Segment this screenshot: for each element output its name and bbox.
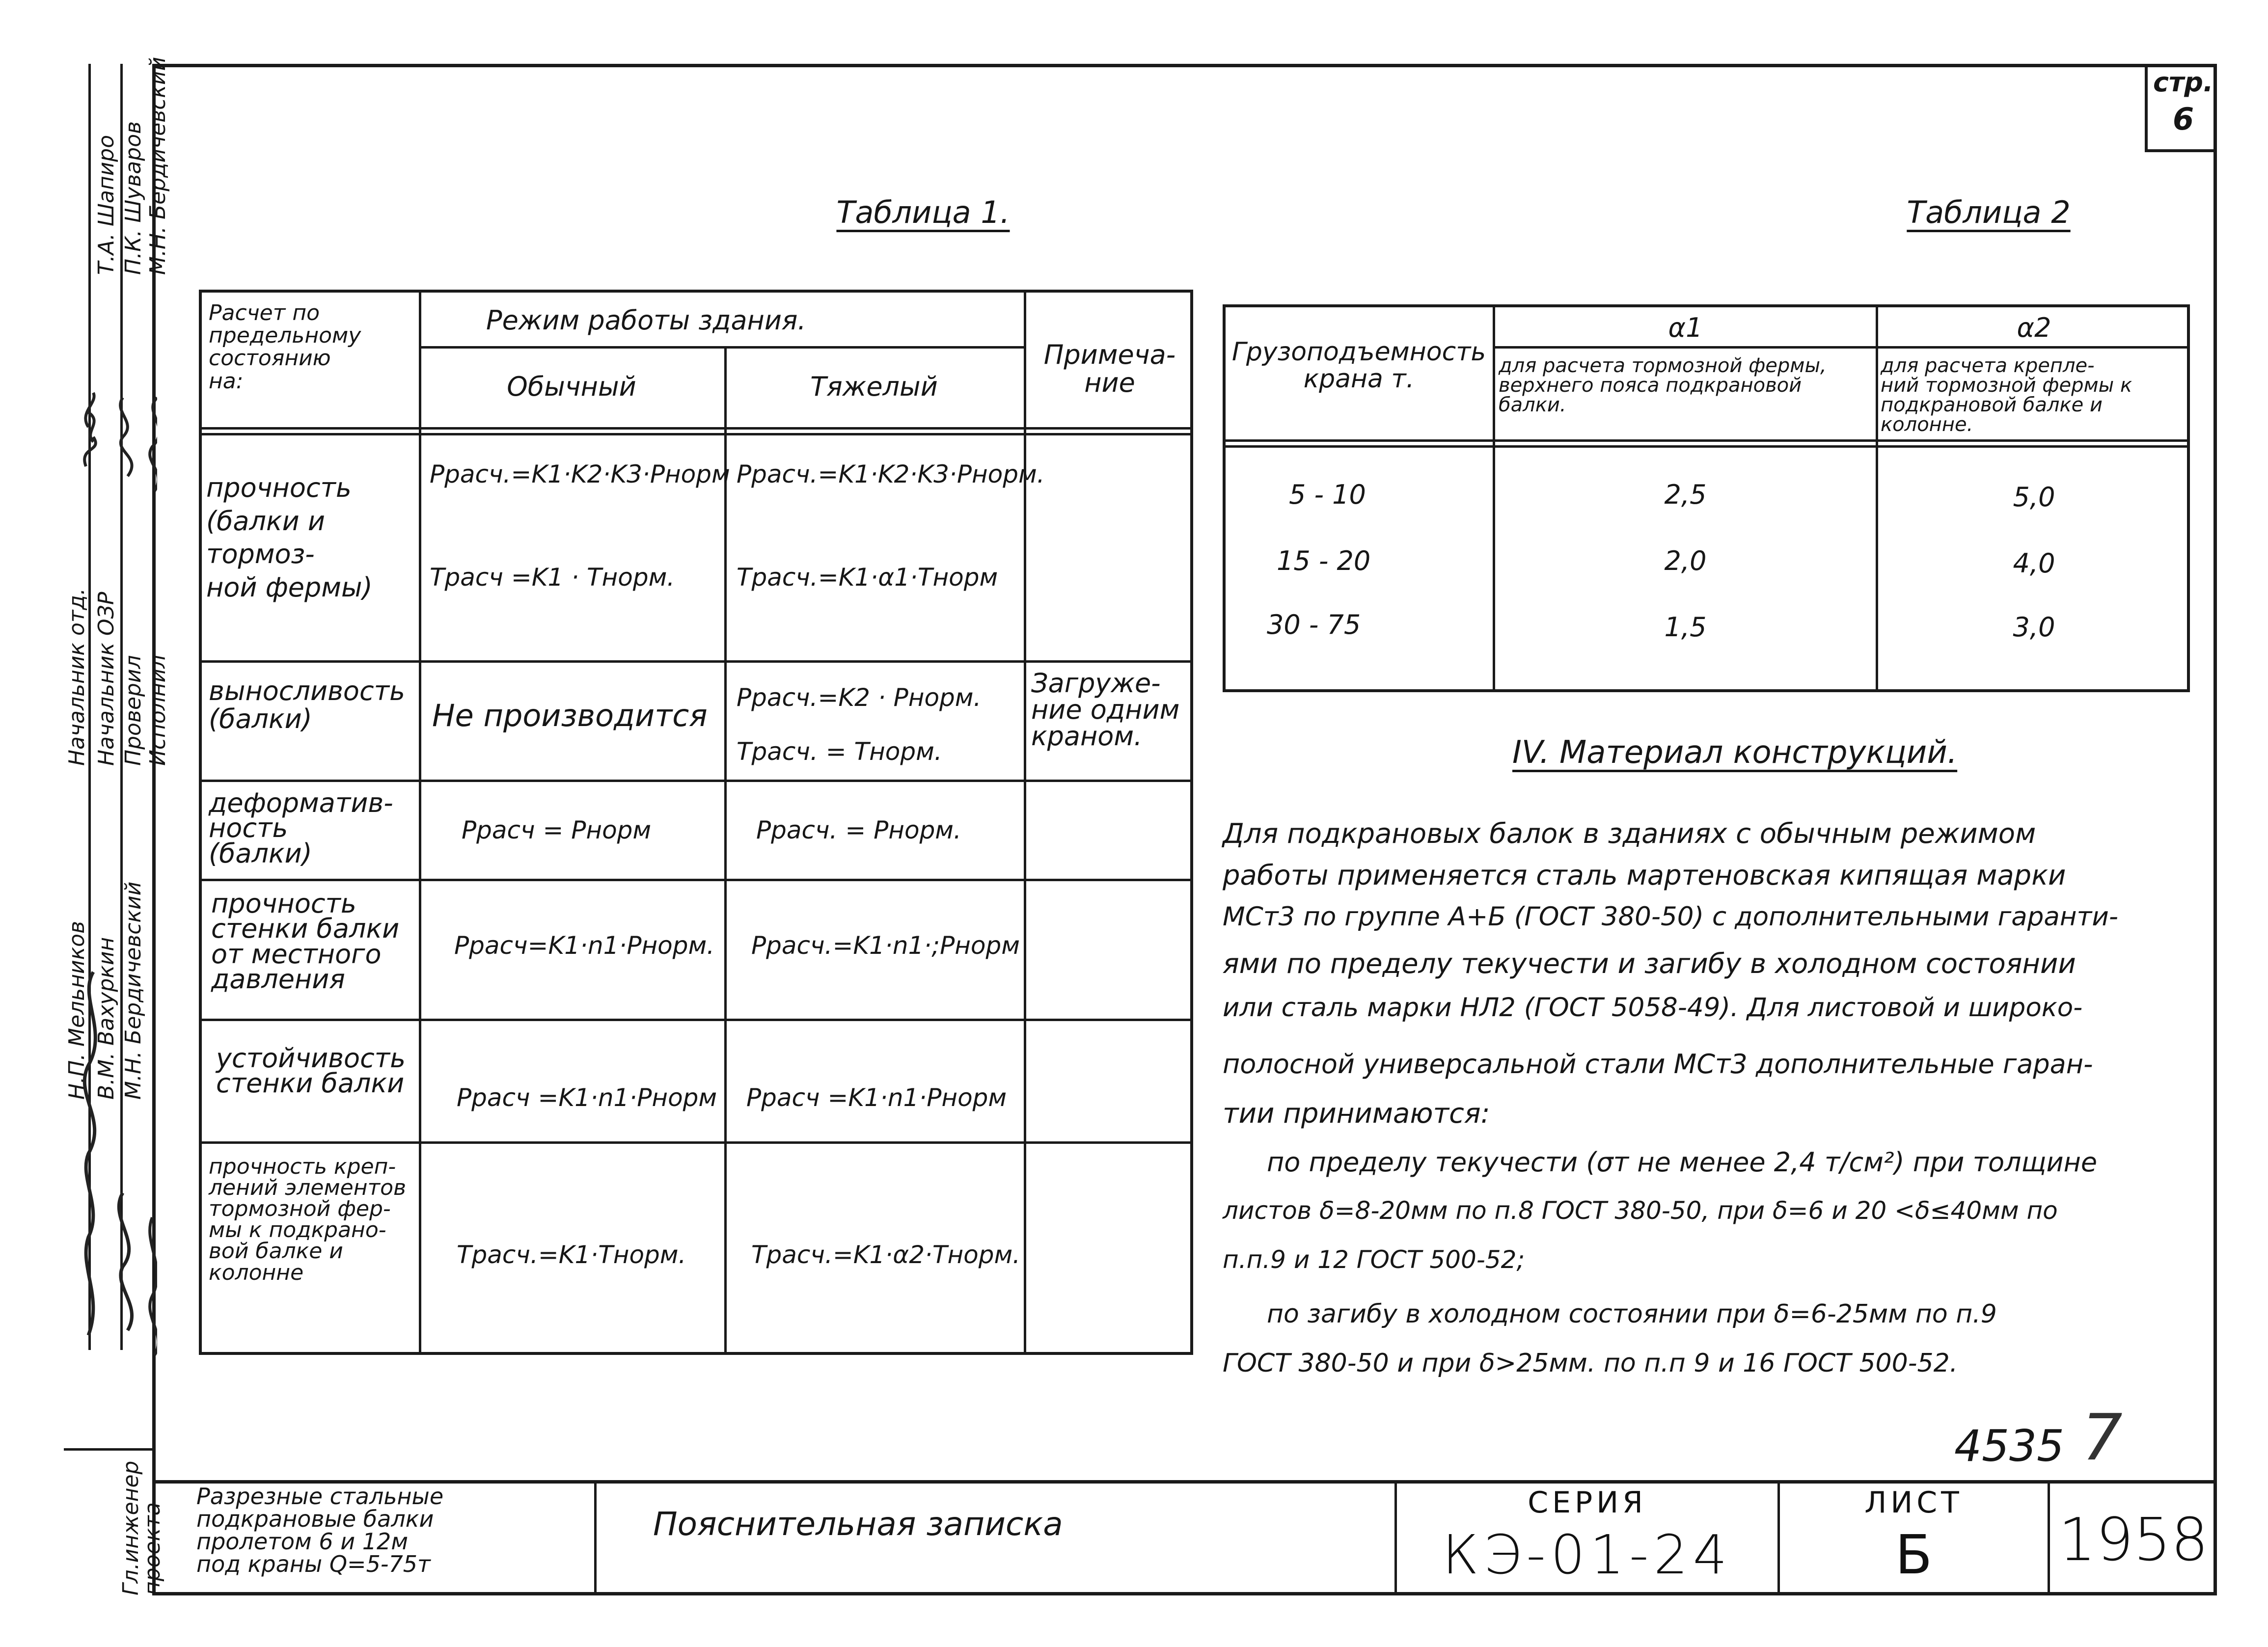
signature-marks: [59, 383, 157, 1365]
t2-row3-a1: 1,5: [1664, 612, 1707, 643]
t2-row3-capacity: 30 - 75: [1267, 609, 1361, 640]
section-line-11: по загибу в холодном состоянии при δ=6-25мм по п.9: [1267, 1299, 1997, 1329]
t1-row2-normal-1: Не производится: [432, 698, 708, 733]
t1-row1-heavy-2: Tрасч.=K1·α1·Tнорм: [737, 563, 998, 592]
t2-head-alpha1-desc: для расчета тормозной фермы, верхнего пояса подкрановой балки.: [1499, 354, 1827, 416]
t1-row6-heavy-1: Tрасч.=K1·α2·Tнорм.: [751, 1241, 1021, 1269]
section-line-10: п.п.9 и 12 ГОСТ 500-52;: [1223, 1245, 1525, 1274]
t2-head-alpha2: α2: [2017, 312, 2051, 343]
t1-head-mode: Режим работы здания.: [486, 305, 806, 336]
title-doc-name: Пояснительная записка: [653, 1505, 1063, 1543]
left-bottom-name-1: Н.П. Мельников: [64, 920, 89, 1100]
t2-row2-a2: 4,0: [2013, 548, 2055, 579]
t1-row1-label: прочность (балки и тормоз- ной фермы): [206, 472, 373, 603]
t1-head-heavy: Тяжелый: [810, 371, 938, 402]
t2-head-alpha2-desc: для расчета крепле- ний тормозной фермы к подкрановой балке и колонне.: [1881, 354, 2132, 436]
t1-row1-normal-1: Pрасч.=K1·K2·K3·Pнорм: [430, 460, 730, 488]
left-role-4: Исполнил: [145, 654, 170, 766]
section-line-1: Для подкрановых балок в зданиях с обычным режимом: [1223, 818, 2036, 850]
t1-row2-note: Загруже- ние одним краном.: [1031, 668, 1180, 752]
t1-row3-label: деформатив- ность (балки): [209, 787, 393, 869]
t1-row4-normal-1: Pрасч=K1·n1·Pнорм.: [454, 931, 715, 960]
title-description: Разрезные стальные подкрановые балки пролетом 6 и 12м под краны Q=5-75т: [196, 1483, 444, 1577]
t1-row2-heavy-1: Pрасч.=K2 · Pнорм.: [737, 683, 982, 712]
left-top-name-2: П.К. Шуваров: [121, 121, 146, 275]
left-bottom-name-2: В.М. Вахуркин: [94, 937, 119, 1100]
t2-row1-capacity: 5 - 10: [1289, 479, 1366, 510]
title-sheet-label: ЛИСТ: [1864, 1485, 1963, 1520]
table1-title: Таблица 1.: [836, 194, 1010, 230]
t1-row3-heavy-1: Pрасч. = Pнорм.: [756, 816, 961, 844]
t1-head-normal: Обычный: [507, 371, 636, 402]
t1-row3-normal-1: Pрасч = Pнорм: [462, 816, 652, 844]
section-line-4: ями по пределу текучести и загибу в холодном состоянии: [1223, 948, 2076, 980]
section-line-12: ГОСТ 380-50 и при δ>25мм. по п.п 9 и 16 ГОСТ 500-52.: [1223, 1349, 1958, 1378]
section-line-2: работы применяется сталь мартеновская кипящая марки: [1223, 860, 2066, 891]
title-series-value: КЭ-01-24: [1442, 1523, 1732, 1586]
t1-head-note: Примеча- ние: [1043, 339, 1176, 398]
t2-head-alpha1: α1: [1668, 312, 1703, 343]
section-title: IV. Материал конструкций.: [1512, 734, 1958, 771]
t2-row1-a1: 2,5: [1664, 479, 1707, 510]
left-top-name-3: М.Н. Бердичевский: [145, 56, 170, 275]
title-sheet-value: Б: [1895, 1523, 1933, 1586]
stamp-number: 4535: [1954, 1421, 2064, 1471]
title-year: 1958: [2058, 1506, 2209, 1574]
title-series-label: СЕРИЯ: [1528, 1485, 1647, 1520]
t1-row2-heavy-2: Tрасч. = Tнорм.: [737, 737, 942, 766]
left-role-3: Проверил: [121, 655, 146, 766]
section-line-8: по пределу текучести (σт не менее 2,4 т/см²) при толщине: [1267, 1147, 2098, 1178]
left-role-1: Начальник отд.: [64, 588, 89, 766]
t1-row6-label: прочность креп- лений элементов тормозной фер- мы к подкрано- вой балке и колонне: [209, 1154, 406, 1285]
left-bottom-name-3: М.Н. Бердичевский: [121, 881, 146, 1100]
section-line-5: или сталь марки НЛ2 (ГОСТ 5058-49). Для листовой и широко-: [1223, 993, 2083, 1023]
section-line-3: МСт3 по группе А+Б (ГОСТ 380-50) с дополнительными гаранти-: [1223, 902, 2118, 932]
section-line-6: полосной универсальной стали МСт3 дополнительные гаран-: [1223, 1049, 2093, 1080]
t1-row1-heavy-1: Pрасч.=K1·K2·K3·Pнорм.: [737, 460, 1045, 488]
t2-row2-capacity: 15 - 20: [1277, 545, 1371, 576]
page-label: стр.: [2153, 67, 2213, 98]
t1-row1-normal-2: Tрасч =K1 · Tнорм.: [430, 563, 675, 592]
t1-row5-heavy-1: Pрасч =K1·n1·Pнорм: [746, 1083, 1007, 1112]
t1-row4-label: прочность стенки балки от местного давления: [211, 888, 400, 995]
t1-row6-normal-1: Tрасч.=K1·Tнорм.: [457, 1241, 686, 1269]
t1-head-calc: Расчет по предельному состоянию на:: [209, 300, 361, 394]
left-role-2: Начальник ОЗР: [94, 592, 119, 766]
section-line-7: тии принимаются:: [1223, 1098, 1490, 1130]
t2-row1-a2: 5,0: [2013, 482, 2055, 513]
t1-row5-normal-1: Pрасч =K1·n1·Pнорм: [457, 1083, 717, 1112]
table2-title: Таблица 2: [1907, 194, 2071, 230]
t2-row3-a2: 3,0: [2013, 612, 2055, 643]
gip-label: Гл.инженер проекта: [118, 1460, 165, 1595]
left-top-name-1: Т.А. Шапиро: [94, 135, 119, 275]
t2-row2-a1: 2,0: [1664, 545, 1707, 576]
stamp-extra: 7: [2082, 1400, 2123, 1475]
section-line-9: листов δ=8-20мм по п.8 ГОСТ 380-50, при δ=6 и 20 <δ≤40мм по: [1223, 1196, 2058, 1225]
t1-row4-heavy-1: Pрасч.=K1·n1·;Pнорм: [751, 931, 1020, 960]
t1-row2-label: выносливость (балки): [209, 675, 405, 734]
t2-head-capacity: Грузоподъемность крана т.: [1231, 337, 1486, 394]
page-number: 6: [2173, 101, 2194, 137]
t1-row5-label: устойчивость стенки балки: [216, 1043, 406, 1099]
